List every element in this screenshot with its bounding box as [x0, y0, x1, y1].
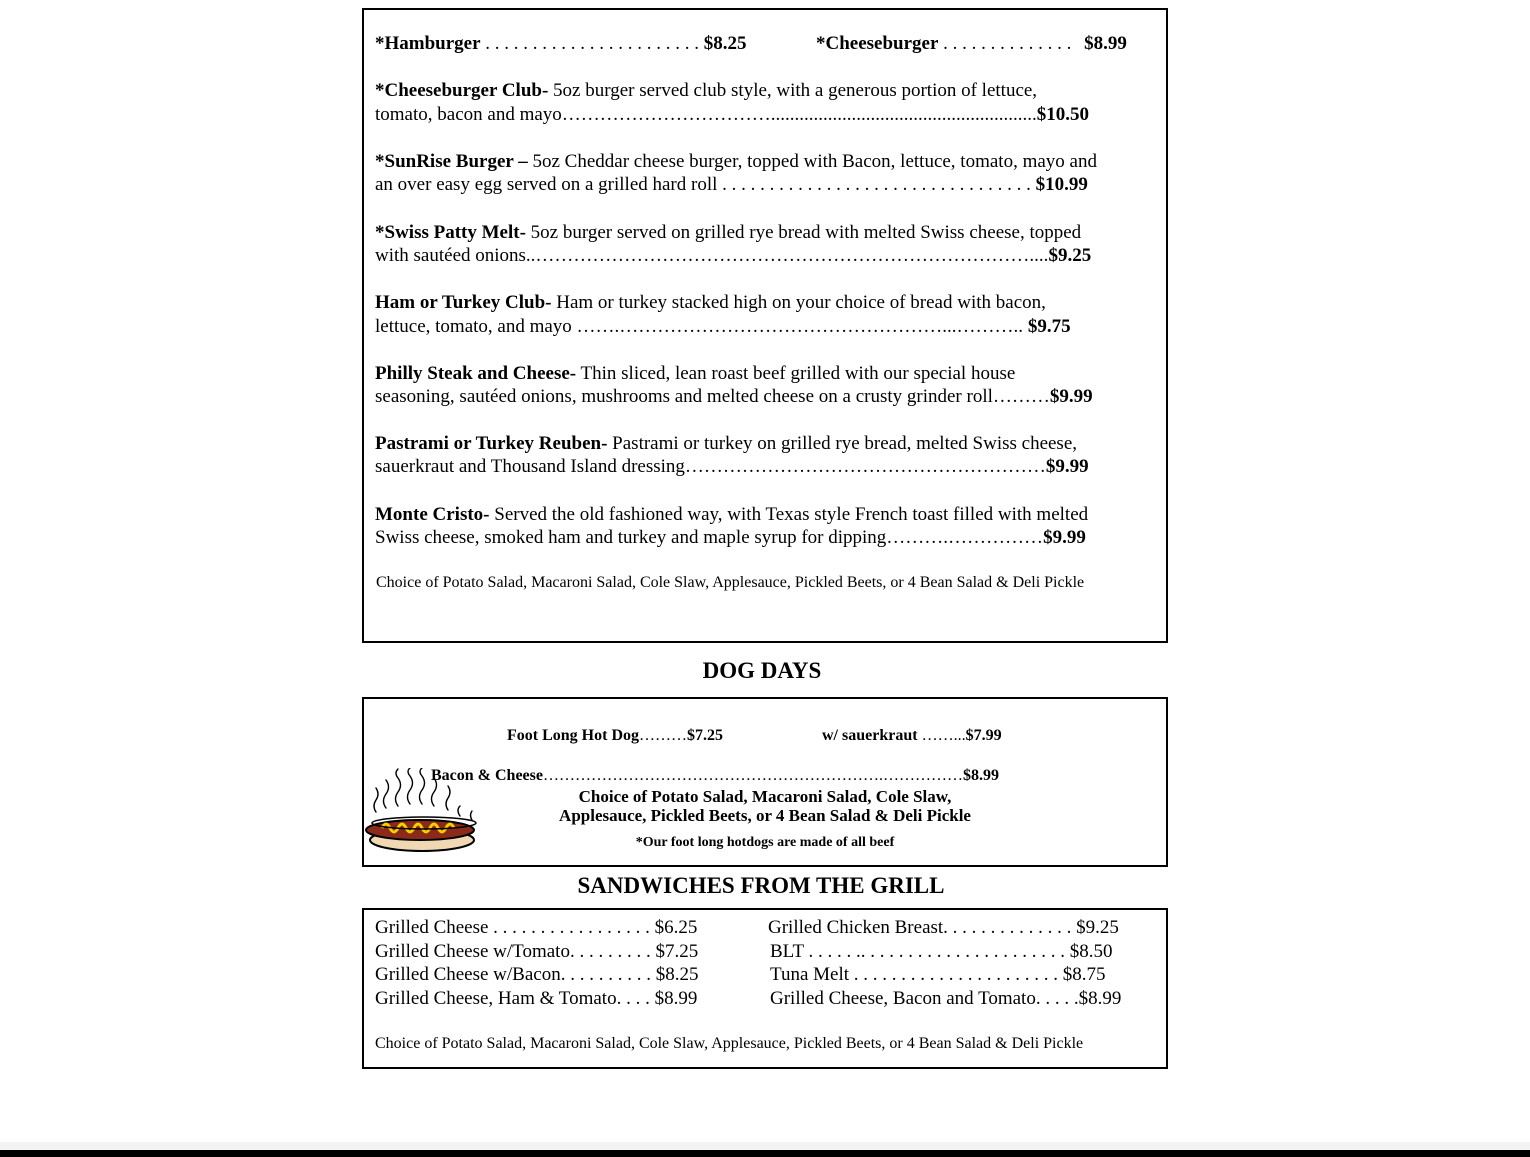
item-dots: . . . . . . . . . . . . . .	[938, 33, 1077, 54]
item-desc: Thin sliced, lean roast beef grilled with our special house	[576, 363, 1016, 384]
grill-sides-note: Choice of Potato Salad, Macaroni Salad, Cole Slaw, Applesauce, Pickled Beets, or 4 Bean Salad & Deli Pickle	[375, 1035, 1084, 1052]
item-desc: 5oz burger served club style, with a generous portion of lettuce,	[548, 80, 1038, 101]
grill-right-item: Grilled Chicken Breast. . . . . . . . . . . . . . $9.25	[768, 917, 1119, 938]
item-price: $9.25	[1048, 245, 1092, 266]
burgers-sides-note: Choice of Potato Salad, Macaroni Salad, Cole Slaw, Applesauce, Pickled Beets, or 4 Bean Salad & Deli Pickle	[376, 574, 1085, 591]
item-name: Monte Cristo-	[375, 504, 490, 525]
menu-item-desc-line-1	[375, 291, 1046, 315]
item-desc: Ham or turkey stacked high on your choice of bread with bacon,	[551, 292, 1046, 313]
item-name: Philly Steak and Cheese-	[375, 363, 577, 384]
menu-item-desc-line-2	[375, 173, 1088, 197]
item-desc: with sautéed onions..……………………………………………………………………....	[375, 245, 1049, 266]
item-dots: ………	[639, 727, 687, 744]
menu-item-desc-line-2	[375, 526, 1086, 550]
window-bottom-border	[0, 1150, 1530, 1157]
item-price: $9.99	[1043, 527, 1086, 548]
item-desc: seasoning, sautéed onions, mushrooms and melted cheese on a crusty grinder roll………	[375, 386, 1050, 407]
item-desc: sauerkraut and Thousand Island dressing…………………………………………………	[375, 456, 1046, 477]
item-dots: . . . . . . . . . . . . . . . . . . . . . . .	[480, 33, 704, 54]
menu-item-desc-line-1	[375, 79, 1037, 103]
menu-item-desc-line-1	[375, 150, 1097, 174]
item-dots: ……………………………………………………….……………	[542, 767, 963, 784]
item-price: $9.99	[1045, 456, 1089, 477]
menu-item-desc-line-1	[375, 221, 1081, 245]
sauerkraut-item	[822, 726, 1002, 746]
item-name: Foot Long Hot Dog	[507, 727, 639, 744]
item-name: *Hamburger	[375, 33, 481, 54]
item-name: *Cheeseburger Club-	[375, 80, 549, 101]
window-bottom-bar	[0, 1142, 1530, 1150]
bacon-cheese-item	[431, 766, 999, 786]
foot-long-hot-dog-item	[507, 726, 723, 746]
grill-right-item: BLT . . . . . .. . . . . . . . . . . . . . . . . . . . . . $8.50	[770, 941, 1113, 962]
item-desc: Served the old fashioned way, with Texas style French toast filled with melted	[489, 504, 1089, 525]
item-name: Bacon & Cheese	[431, 767, 543, 784]
menu-item-desc-line-2	[375, 103, 1089, 127]
item-price: $9.75	[1027, 316, 1071, 337]
dog-sides-line-2: Applesauce, Pickled Beets, or 4 Bean Salad & Deli Pickle	[559, 806, 971, 825]
item-price: $7.99	[965, 727, 1002, 744]
item-price: $8.25	[703, 33, 747, 54]
menu-item-desc-line-2	[375, 385, 1093, 409]
grill-left-item: Grilled Cheese w/Tomato. . . . . . . . . $7.25	[375, 941, 699, 962]
menu-item-desc-line-1	[375, 503, 1088, 527]
item-desc: Pastrami or turkey on grilled rye bread, melted Swiss cheese,	[607, 433, 1078, 454]
menu-item-desc-line-1	[375, 362, 1015, 386]
item-price: $10.99	[1035, 174, 1088, 195]
grill-left-item: Grilled Cheese w/Bacon. . . . . . . . . . $8.25	[375, 964, 699, 985]
item-price: $10.50	[1036, 104, 1090, 125]
item-desc: Swiss cheese, smoked ham and turkey and maple syrup for dipping……….……………	[375, 527, 1044, 548]
item-price: $9.99	[1049, 386, 1093, 407]
hamburger-item	[375, 32, 747, 56]
dog-sides-line-1: Choice of Potato Salad, Macaroni Salad, Cole Slaw,	[578, 787, 952, 806]
grill-heading: SANDWICHES FROM THE GRILL	[577, 873, 945, 898]
item-dots: ……...	[917, 727, 966, 744]
grill-right-item: Grilled Cheese, Bacon and Tomato. . . . .$8.99	[770, 988, 1122, 1009]
grill-left-item: Grilled Cheese . . . . . . . . . . . . . . . . . $6.25	[375, 917, 698, 938]
item-name: Pastrami or Turkey Reuben-	[375, 433, 608, 454]
item-name: *SunRise Burger –	[375, 151, 528, 172]
item-desc: tomato, bacon and mayo……………………………........................................................	[375, 104, 1037, 125]
item-price: $8.99	[1084, 33, 1127, 54]
grill-left-item: Grilled Cheese, Ham & Tomato. . . . $8.99	[375, 988, 698, 1009]
cheeseburger-item	[816, 32, 1127, 56]
menu-item-desc-line-1	[375, 432, 1077, 456]
grill-right-item: Tuna Melt . . . . . . . . . . . . . . . . . . . . . . $8.75	[770, 964, 1106, 985]
item-price: $7.25	[687, 727, 723, 744]
item-name: Ham or Turkey Club-	[375, 292, 552, 313]
item-desc: 5oz Cheddar cheese burger, topped with Bacon, lettuce, tomato, mayo and	[527, 151, 1097, 172]
all-beef-note: *Our foot long hotdogs are made of all beef	[635, 835, 895, 850]
menu-item-desc-line-2	[375, 244, 1091, 268]
item-desc: an over easy egg served on a grilled hard roll . . . . . . . . . . . . . . . . . . . . . . . . . . . . . . . . .	[375, 174, 1036, 195]
menu-item-desc-line-2	[375, 315, 1071, 339]
item-desc: 5oz burger served on grilled rye bread with melted Swiss cheese, topped	[525, 222, 1082, 243]
menu-item-desc-line-2	[375, 455, 1089, 479]
item-desc: lettuce, tomato, and mayo …….……………………………………………...………..	[375, 316, 1028, 337]
item-name: *Swiss Patty Melt-	[375, 222, 526, 243]
item-name: w/ sauerkraut	[822, 727, 918, 744]
dog-days-heading: DOG DAYS	[702, 658, 822, 683]
item-name: *Cheeseburger	[816, 33, 939, 54]
item-price: $8.99	[962, 767, 999, 784]
